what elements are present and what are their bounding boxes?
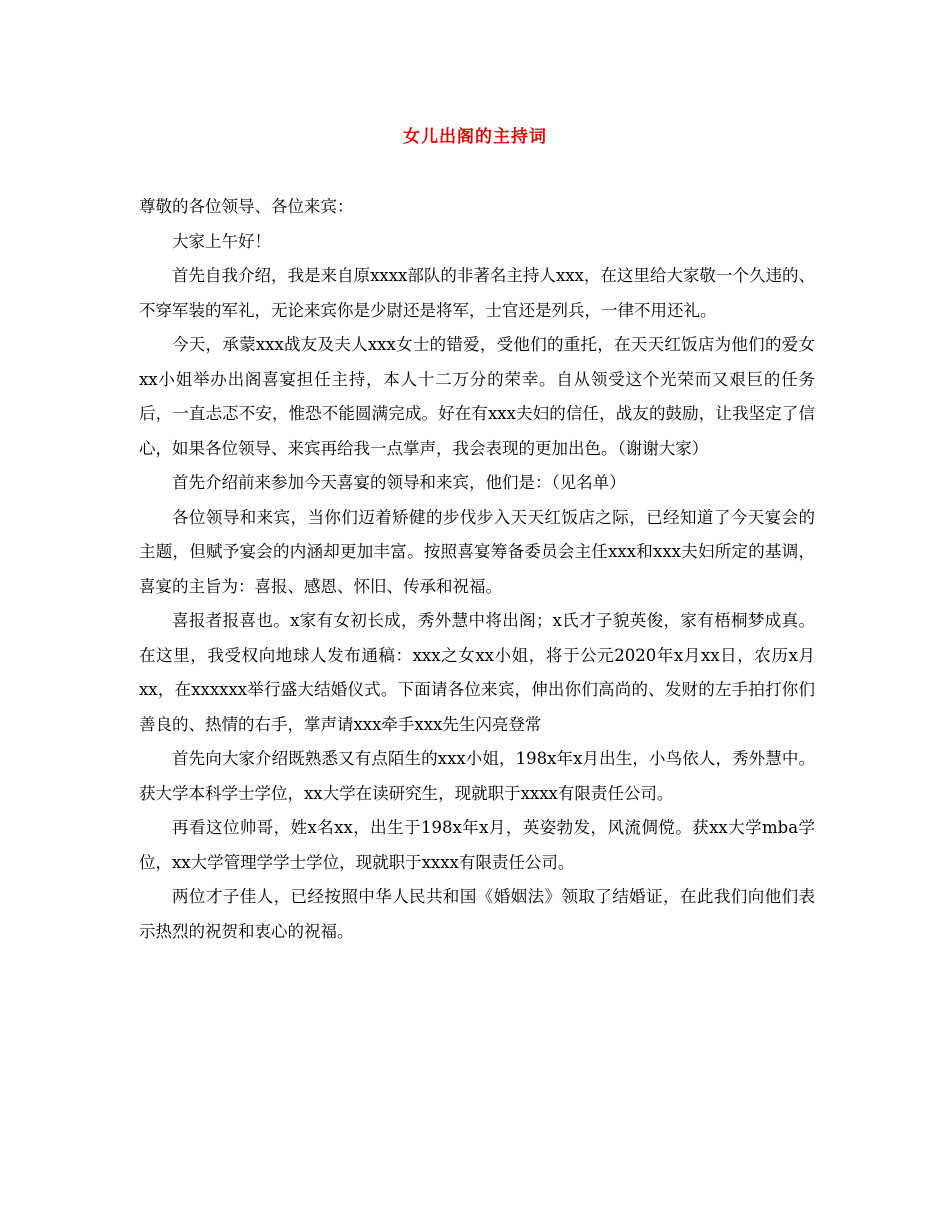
paragraph: 两位才子佳人，已经按照中华人民共和国《婚姻法》领取了结婚证，在此我们向他们表示热烈的祝贺和衷心的祝福。	[139, 887, 815, 941]
paragraph: 首先向大家介绍既熟悉又有点陌生的xxx小姐，198x年x月出生，小鸟依人，秀外慧中。获大学本科学士学位，xx大学在读研究生，现就职于xxxx有限责任公司。	[139, 749, 815, 803]
paragraph: 再看这位帅哥，姓x名xx，出生于198x年x月，英姿勃发，风流倜傥。获xx大学mba学位，xx大学管理学学士学位，现就职于xxxx有限责任公司。	[139, 818, 815, 872]
salutation: 尊敬的各位领导、各位来宾：	[139, 197, 354, 216]
document-body	[139, 190, 815, 949]
document-title: 女儿出阁的主持词	[403, 127, 547, 147]
paragraph: 首先自我介绍，我是来自原xxxx部队的非著名主持人xxx，在这里给大家敬一个久违的、不穿军装的军礼，无论来宾你是少尉还是将军，士官还是列兵，一律不用还礼。	[139, 266, 815, 320]
paragraph: 各位领导和来宾，当你们迈着矫健的步伐步入天天红饭店之际，已经知道了今天宴会的主题，但赋予宴会的内涵却更加丰富。按照喜宴筹备委员会主任xxx和xxx夫妇所定的基调，喜宴的主旨为：喜报、感恩、怀旧、传承和祝福。	[139, 507, 815, 596]
paragraph: 首先介绍前来参加今天喜宴的领导和来宾，他们是：（见名单）	[172, 473, 626, 492]
paragraph: 大家上午好！	[172, 231, 271, 251]
paragraph: 今天，承蒙xxx战友及夫人xxx女士的错爱，受他们的重托，在天天红饭店为他们的爱女xx小姐举办出阁喜宴担任主持，本人十二万分的荣幸。自从领受这个光荣而又艰巨的任务后，一直忐忑不安，惟恐不能圆满完成。好在有xxx夫妇的信任，战友的鼓励，让我坚定了信心，如果各位领导、来宾再给我一点掌声，我会表现的更加出色。（谢谢大家）	[139, 335, 815, 458]
paragraph: 喜报者报喜也。x家有女初长成，秀外慧中将出阁；x氏才子貌英俊，家有梧桐梦成真。在这里，我受权向地球人发布通稿：xxx之女xx小姐，将于公元2020年x月xx日，农历x月xx，在xxxxxx举行盛大结婚仪式。下面请各位来宾，伸出你们高尚的、发财的左手拍打你们善良的、热情的右手，掌声请xxx牵手xxx先生闪亮登常	[139, 611, 815, 734]
